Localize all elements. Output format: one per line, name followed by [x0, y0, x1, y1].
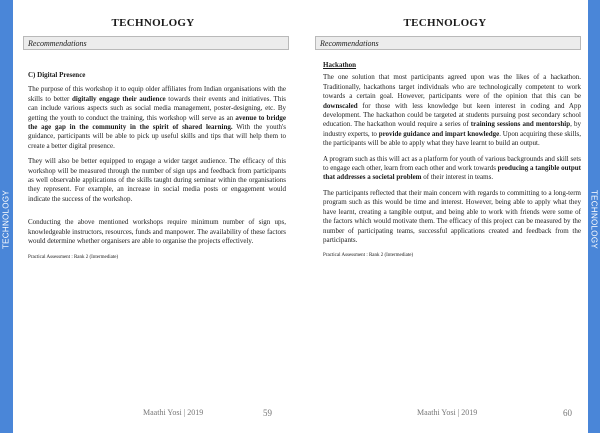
section-bar: Recommendations: [315, 36, 581, 50]
page-title: TECHNOLOGY: [403, 17, 487, 29]
text-span: The one solution that most participants agreed upon was the likes of a hackathon. Traditionally, hackathons target individuals who are technologically competent to work towards a certain goal. However, participants were of the opinion that this can be: [323, 73, 581, 101]
right-page: [305, 0, 585, 433]
practical-assessment: Practical Assessment : Rank 2 (Intermediate): [28, 254, 119, 260]
left-sidebar-label: TECHNOLOGY: [1, 190, 11, 250]
text-span: for those with less knowledge but keen interest in coding and App development. The hackathon could be targeted at students pursuing post secondary school education. The hackathon would require a series of: [323, 101, 581, 129]
practical-assessment: Practical Assessment : Rank 2 (Intermediate): [323, 253, 414, 259]
text-span: A program such as this will act as a platform for youth of various backgrounds and skill sets to engage each other, learn from each other and work towards: [323, 154, 581, 173]
text-span: . Upon acquiring these skills, the participants will be able to apply what they have learnt to build an output.: [323, 129, 581, 148]
paragraph: [323, 73, 581, 148]
bold-text: downscaled: [323, 101, 358, 110]
bold-text: avenue to bridge the age gap in the community in the spirit of shared learning.: [28, 113, 287, 132]
bold-text: training sessions and mentorship: [470, 120, 571, 129]
footer-name: Maathi Yosi | 2019: [143, 408, 204, 417]
page-number: 59: [263, 408, 272, 418]
paragraph: Conducting the above mentioned workshops require minimum number of sign ups, knowledgeable instructors, resources, funds and manpower. The availability of these factors would determine whether organisers are able to organise the projects effectively.: [28, 218, 286, 246]
paragraph: They will also be better equipped to engage a wider target audience. The efficacy of this workshop will be measured through the number of sign ups and feedback from participants as well observable applications of the skills taught during seminar within the organisations they represent. For example, an increase in social media posts or engagement would indicate the success of the workshop.: [28, 157, 286, 203]
text-span: With the youth's guidance, participants will be able to pick up useful skills and tips that will help them to create a better digital presence.: [28, 123, 287, 150]
text-span: towards their events and initiatives. This can include various aspects such as social media management, poster-designing, etc. By getting the youth to conduct the training, this workshop will serve as an: [28, 94, 287, 122]
page-number: 60: [563, 408, 572, 418]
bold-text: provide guidance and impart knowledge: [378, 129, 500, 138]
section-bar: Recommendations: [23, 36, 289, 50]
left-page: [13, 0, 293, 433]
paragraph: [323, 155, 581, 183]
section-heading: C) Digital Presence: [28, 71, 86, 79]
page-content: [323, 61, 581, 267]
page-content: [28, 71, 286, 268]
bold-text: digitally engage their audience: [72, 94, 166, 103]
right-sidebar-label: TECHNOLOGY: [589, 189, 599, 249]
paragraph: The participants reflected that their main concern with regards to committing to a long-term program such as this would be time and interest. However, being able to apply what they have learnt, creating a tangible output, and being able to work with friends were some of the factors which would motivate them. The efficacy of this project can be measured by the number of participating teams, successful applications created and feedback from the participants.: [323, 188, 581, 244]
text-span: The purpose of this workshop it to equip older affiliates from Indian organisations with the skills to better: [28, 85, 286, 103]
section-heading: Hackathon: [323, 61, 357, 69]
text-span: , by industry experts, to: [323, 120, 582, 138]
page-title: TECHNOLOGY: [111, 17, 195, 29]
bold-text: producing a tangible output that addresses a societal problem: [323, 164, 581, 182]
paragraph: [28, 85, 286, 151]
text-span: of their interest in teams.: [421, 173, 494, 182]
footer-name: Maathi Yosi | 2019: [417, 408, 478, 417]
